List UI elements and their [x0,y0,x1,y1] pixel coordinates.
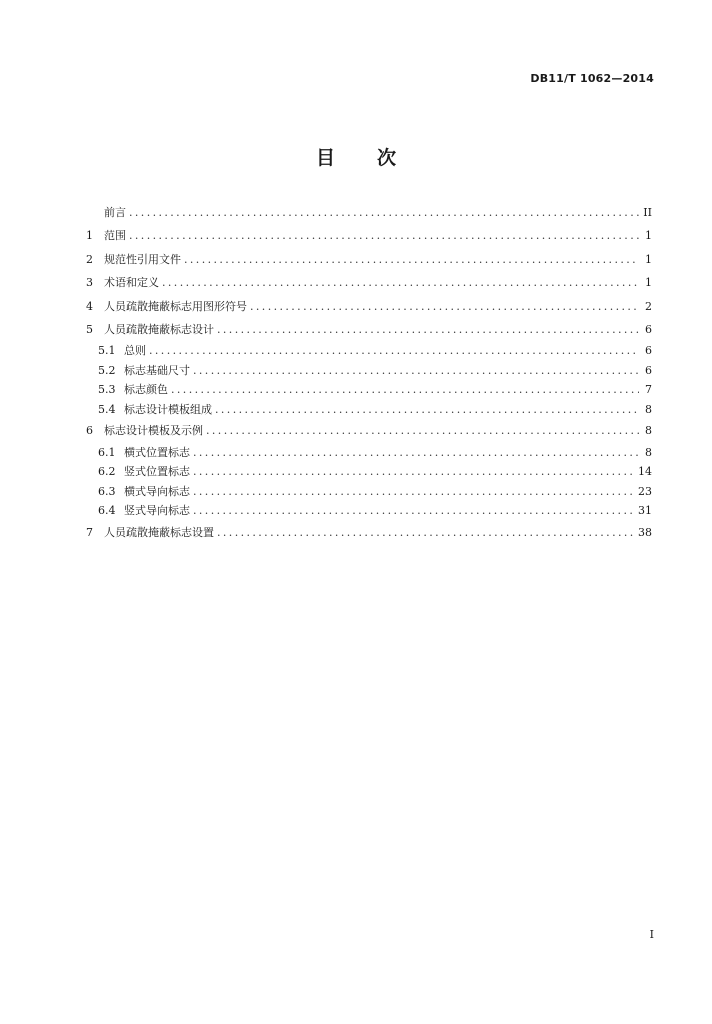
toc-entry-page: 8 [645,402,652,416]
toc-entry-label: 竖式位置标志 [124,465,190,479]
toc-entry-label: 规范性引用文件 [104,252,181,266]
toc-entry-label: 术语和定义 [104,276,159,290]
toc-entry-page: 6 [645,344,652,358]
toc-entry[interactable] [86,462,652,482]
toc-entry-label: 竖式导向标志 [124,504,190,518]
toc-entry[interactable] [86,295,652,318]
toc-leader-dots [184,248,639,271]
toc-title-right: 次 [377,147,397,169]
toc-leader-dots [193,361,639,381]
toc-entry-label: 标志基础尺寸 [124,363,190,377]
toc-leader-dots [193,482,635,502]
toc-entry[interactable] [86,248,652,271]
toc-entry[interactable] [86,271,652,294]
toc-entry-label: 人员疏散掩蔽标志用图形符号 [104,299,247,313]
toc-entry-number: 6.2 [98,465,116,479]
toc-leader-dots [206,419,639,442]
toc-entry[interactable] [86,443,652,463]
toc-entry-number: 7 [86,525,93,539]
toc-entry-number: 4 [86,299,93,313]
toc-entry-number: 3 [86,276,93,290]
toc-entry[interactable] [86,419,652,442]
toc-leader-dots [215,400,639,420]
toc-entry-page: 7 [645,383,652,397]
toc-entry-label: 总则 [124,344,146,358]
toc-entry-page: 1 [645,252,652,266]
toc-entry[interactable] [86,482,652,502]
toc-leader-dots [129,224,639,247]
toc-entry-number: 6.4 [98,504,116,518]
toc-entry[interactable] [86,318,652,341]
toc-entry-number: 6 [86,424,93,438]
toc-leader-dots [171,380,639,400]
toc-entry[interactable] [86,201,652,224]
toc-entry-label: 标志颜色 [124,383,168,397]
toc-leader-dots [217,521,635,544]
toc-entry-page: 8 [645,445,652,459]
toc-entry-number: 1 [86,229,93,243]
toc-entry-page: 8 [645,424,652,438]
toc-entry-page: 14 [638,465,652,479]
toc-entry-label: 标志设计模板及示例 [104,424,203,438]
toc-entry-number: 5.2 [98,363,116,377]
toc-entry-page: 1 [645,229,652,243]
toc-leader-dots [129,201,639,224]
toc-entry-page: 1 [645,276,652,290]
toc-entry-number: 5.4 [98,402,116,416]
toc-entry[interactable] [86,224,652,247]
toc-title [0,143,712,170]
toc-entry-label: 横式位置标志 [124,445,190,459]
toc-entry-number: 6.3 [98,484,116,498]
toc-entry-page: 23 [638,484,652,498]
toc-entry-page: 31 [638,504,652,518]
toc-entry-page: 38 [638,525,652,539]
toc-leader-dots [217,318,639,341]
toc-entry[interactable] [86,361,652,381]
toc-entry-label: 人员疏散掩蔽标志设计 [104,322,214,336]
toc-entry-page: II [643,206,652,219]
toc-leader-dots [149,341,639,361]
toc-leader-dots [250,295,639,318]
toc-title-left: 目 [315,147,335,169]
toc-leader-dots [193,443,639,463]
toc-entry-page: 6 [645,322,652,336]
toc-leader-dots [193,462,635,482]
toc-entry-label: 标志设计模板组成 [124,402,212,416]
toc-entry-label: 人员疏散掩蔽标志设置 [104,525,214,539]
toc-entry[interactable] [86,341,652,361]
toc-entry-page: 6 [645,363,652,377]
table-of-contents [86,201,652,544]
document-code: DB11/T 1062—2014 [530,72,654,85]
page-number: I [649,928,654,941]
toc-entry-number: 2 [86,252,93,266]
toc-leader-dots [193,501,635,521]
toc-leader-dots [162,271,639,294]
toc-entry-page: 2 [645,299,652,313]
toc-entry-number: 5 [86,322,93,336]
toc-entry-number: 5.3 [98,383,116,397]
toc-entry[interactable] [86,521,652,544]
toc-entry[interactable] [86,501,652,521]
toc-entry-label: 前言 [104,206,126,219]
toc-entry-number: 5.1 [98,344,116,358]
toc-entry-label: 横式导向标志 [124,484,190,498]
toc-entry-number: 6.1 [98,445,116,459]
toc-entry-label: 范围 [104,229,126,243]
toc-entry[interactable] [86,400,652,420]
toc-entry[interactable] [86,380,652,400]
